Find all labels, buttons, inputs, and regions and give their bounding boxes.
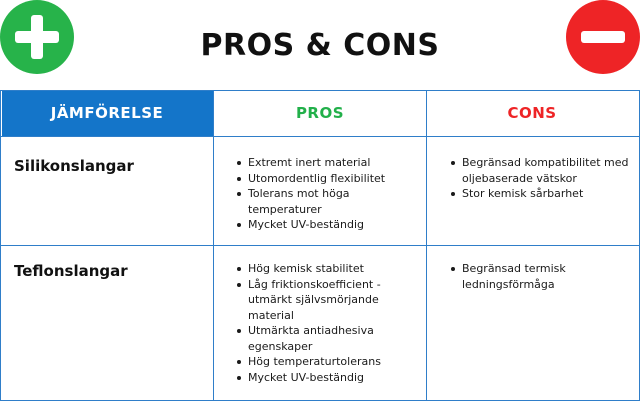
row-label-silikonslangar: Silikonslangar [14, 157, 134, 175]
cons-list-teflonslangar [446, 261, 596, 292]
page-title: PROS & CONS [200, 28, 440, 63]
header-pros: PROS [295, 104, 345, 122]
list-item: Begränsad kompatibilitet med oljebaserade vätskor [446, 155, 630, 186]
list-item: Extremt inert material [232, 155, 418, 171]
list-item: Tolerans mot höga temperaturer [232, 186, 418, 217]
list-item: Mycket UV-beständig [232, 217, 418, 233]
cons-list-silikonslangar [446, 155, 630, 202]
list-item: Utmärkta antiadhesiva egenskaper [232, 323, 410, 354]
list-item: Låg friktionskoefficient - utmärkt självsmörjande material [232, 277, 410, 324]
pros-list-silikonslangar [232, 155, 418, 233]
row-label-teflonslangar: Teflonslangar [14, 262, 128, 280]
list-item: Hög temperaturtolerans [232, 354, 410, 370]
list-item: Mycket UV-beständig [232, 370, 410, 386]
header-cons: CONS [507, 104, 557, 122]
header-comparison: JÄMFÖRELSE [50, 104, 164, 122]
pros-list-teflonslangar [232, 261, 410, 385]
list-item: Utomordentlig flexibilitet [232, 171, 418, 187]
list-item: Hög kemisk stabilitet [232, 261, 410, 277]
list-item: Stor kemisk sårbarhet [446, 186, 630, 202]
list-item: Begränsad termisk ledningsförmåga [446, 261, 596, 292]
